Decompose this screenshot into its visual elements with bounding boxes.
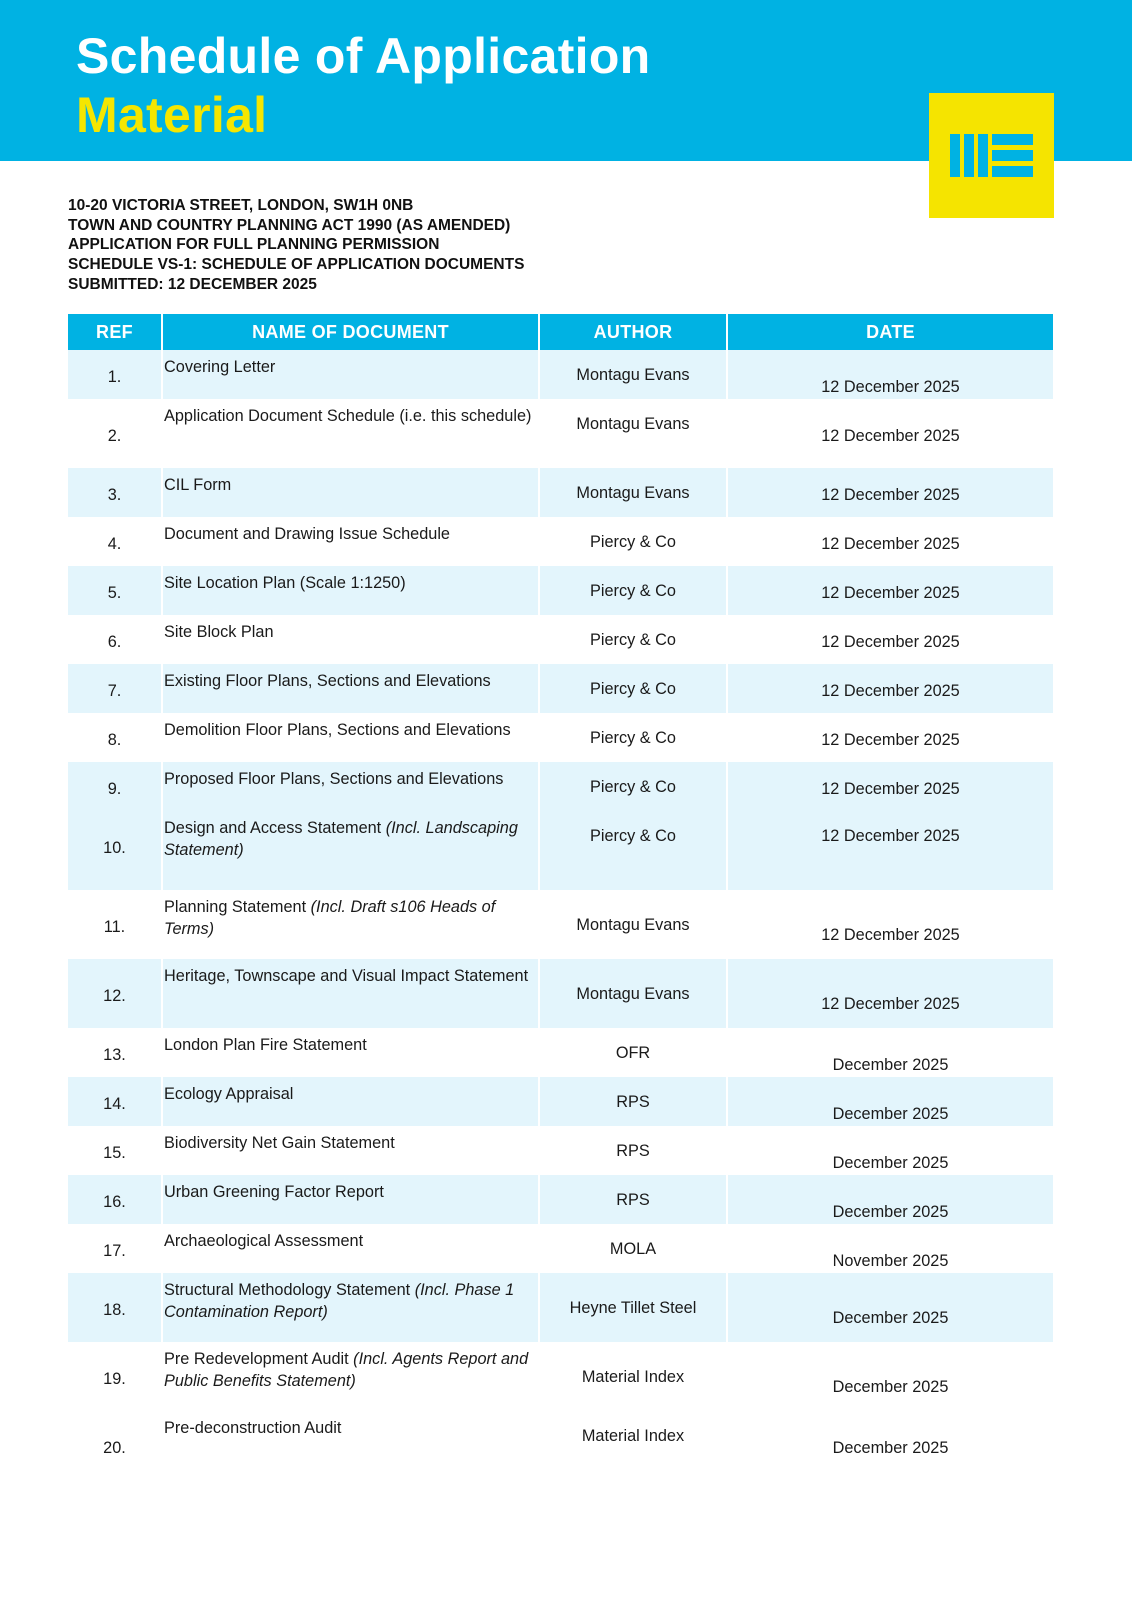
row-document-name: [163, 566, 538, 594]
document-title: Demolition Floor Plans, Sections and Elevations: [164, 721, 511, 739]
row-ref: 17.: [103, 1242, 126, 1260]
document-title: Existing Floor Plans, Sections and Elevations: [164, 672, 491, 690]
row-date: 12 December 2025: [821, 535, 960, 553]
row-date: 12 December 2025: [821, 584, 960, 602]
row-author: RPS: [616, 1142, 650, 1160]
row-ref: 11.: [103, 918, 126, 936]
schedule-reference: SCHEDULE VS-1: SCHEDULE OF APPLICATION DOCUMENTS: [68, 256, 525, 274]
document-title: Structural Methodology Statement: [164, 1281, 415, 1299]
document-title: Document and Drawing Issue Schedule: [164, 525, 450, 543]
row-date: November 2025: [832, 1252, 949, 1270]
row-ref: 16.: [103, 1193, 126, 1211]
row-ref: 9.: [107, 780, 122, 798]
document-note: (Incl. Landscaping Statement): [164, 819, 518, 859]
column-header-name: NAME OF DOCUMENT: [162, 314, 539, 350]
row-document-name: [163, 1411, 538, 1439]
row-document-name: [163, 1077, 538, 1105]
row-date: 12 December 2025: [821, 682, 960, 700]
row-date: December 2025: [832, 1203, 949, 1221]
row-document-name: [163, 959, 538, 987]
row-date: 12 December 2025: [821, 780, 960, 798]
row-author: Piercy & Co: [590, 827, 676, 845]
row-author: Piercy & Co: [590, 631, 676, 649]
row-ref: 18.: [103, 1301, 126, 1319]
row-author: Montagu Evans: [576, 415, 690, 433]
row-document-name: [163, 1028, 538, 1056]
site-address: 10-20 VICTORIA STREET, LONDON, SW1H 0NB: [68, 197, 414, 214]
table-row: [68, 1411, 1053, 1470]
row-document-name: [163, 517, 538, 545]
document-title: Design and Access Statement: [164, 819, 386, 837]
planning-act: TOWN AND COUNTRY PLANNING ACT 1990 (AS AMENDED): [68, 216, 511, 234]
row-date: December 2025: [832, 1309, 949, 1327]
row-ref: 1.: [107, 368, 122, 386]
table-row: [68, 517, 1053, 566]
row-ref: 10.: [103, 839, 126, 857]
row-author: Heyne Tillet Steel: [569, 1299, 697, 1317]
document-title: Biodiversity Net Gain Statement: [164, 1134, 395, 1152]
row-date: 12 December 2025: [821, 427, 960, 445]
row-date: December 2025: [832, 1439, 949, 1457]
row-ref: 3.: [107, 486, 122, 504]
row-ref: 19.: [103, 1370, 126, 1388]
row-date: December 2025: [832, 1154, 949, 1172]
row-document-name: [163, 1224, 538, 1252]
row-document-name: [163, 1126, 538, 1154]
row-ref: 7.: [107, 682, 122, 700]
row-ref: 8.: [107, 731, 122, 749]
row-ref: 14.: [103, 1095, 126, 1113]
column-header-author: AUTHOR: [539, 314, 727, 350]
table-row: [68, 890, 1053, 959]
row-author: Piercy & Co: [590, 533, 676, 551]
row-ref: 2.: [107, 427, 122, 445]
documents-table: [68, 314, 1053, 1470]
row-author: Material Index: [581, 1427, 685, 1445]
row-date: December 2025: [832, 1105, 949, 1123]
row-author: Montagu Evans: [576, 916, 690, 934]
row-ref: 15.: [103, 1144, 126, 1162]
row-date: 12 December 2025: [821, 926, 960, 944]
row-author: Piercy & Co: [590, 680, 676, 698]
table-row: [68, 713, 1053, 762]
row-author: Piercy & Co: [590, 729, 676, 747]
row-author: Piercy & Co: [590, 582, 676, 600]
table-row: [68, 1028, 1053, 1077]
document-note: (Incl. Draft s106 Heads of Terms): [164, 898, 496, 938]
document-title: Pre Redevelopment Audit: [164, 1350, 354, 1368]
row-document-name: [163, 1342, 538, 1392]
row-document-name: [163, 1273, 538, 1323]
document-title: Site Block Plan: [164, 623, 274, 641]
table-row: [68, 566, 1053, 615]
submitted-date: SUBMITTED: 12 DECEMBER 2025: [68, 275, 317, 293]
table-row: [68, 1126, 1053, 1175]
table-row: [68, 664, 1053, 713]
row-author: MOLA: [609, 1240, 657, 1258]
table-row: [68, 1273, 1053, 1342]
table-row: [68, 762, 1053, 811]
table-row: [68, 1224, 1053, 1273]
row-document-name: [163, 615, 538, 643]
row-document-name: [163, 350, 538, 378]
page-subtitle: Material: [76, 87, 268, 143]
row-author: Montagu Evans: [576, 366, 690, 384]
row-date: December 2025: [832, 1056, 949, 1074]
row-date: 12 December 2025: [821, 995, 960, 1013]
application-type: APPLICATION FOR FULL PLANNING PERMISSION: [68, 236, 440, 254]
brand-logo-icon: [929, 93, 1054, 218]
document-title: Ecology Appraisal: [164, 1085, 294, 1103]
document-note: (Incl. Phase 1 Contamination Report): [164, 1281, 515, 1321]
column-header-date: DATE: [727, 314, 1053, 350]
table-row: [68, 811, 1053, 890]
document-note: (Incl. Agents Report and Public Benefits Statement): [164, 1350, 529, 1390]
document-title: Planning Statement: [164, 898, 311, 916]
application-details: [68, 196, 768, 295]
document-title: Proposed Floor Plans, Sections and Elevations: [164, 770, 504, 788]
table-row: [68, 1342, 1053, 1411]
row-date: December 2025: [832, 1378, 949, 1396]
row-document-name: [163, 1175, 538, 1203]
row-date: 12 December 2025: [821, 731, 960, 749]
table-row: [68, 1077, 1053, 1126]
row-document-name: [163, 713, 538, 741]
document-title: Covering Letter: [164, 358, 276, 376]
row-author: Material Index: [581, 1368, 685, 1386]
document-title: Application Document Schedule (i.e. this schedule): [164, 407, 532, 425]
document-title: London Plan Fire Statement: [164, 1036, 367, 1054]
page-title: Schedule of Application: [76, 28, 651, 84]
row-author: Montagu Evans: [576, 484, 690, 502]
row-document-name: [163, 890, 538, 940]
row-author: RPS: [616, 1093, 650, 1111]
row-ref: 5.: [107, 584, 122, 602]
row-document-name: [163, 762, 538, 790]
table-row: [68, 615, 1053, 664]
row-date: 12 December 2025: [821, 827, 960, 845]
document-title: Urban Greening Factor Report: [164, 1183, 384, 1201]
row-date: 12 December 2025: [821, 378, 960, 396]
row-ref: 6.: [107, 633, 122, 651]
table-row: [68, 399, 1053, 468]
row-document-name: [163, 664, 538, 692]
row-ref: 13.: [103, 1046, 126, 1064]
row-author: OFR: [615, 1044, 651, 1062]
document-title: Heritage, Townscape and Visual Impact Statement: [164, 967, 529, 985]
row-author: Montagu Evans: [576, 985, 690, 1003]
table-row: [68, 959, 1053, 1028]
table-row: [68, 468, 1053, 517]
document-title: CIL Form: [164, 476, 232, 494]
row-date: 12 December 2025: [821, 633, 960, 651]
document-title: Site Location Plan (Scale 1:1250): [164, 574, 406, 592]
row-ref: 4.: [107, 535, 122, 553]
row-ref: 20.: [103, 1439, 126, 1457]
row-ref: 12.: [103, 987, 126, 1005]
row-author: Piercy & Co: [590, 778, 676, 796]
row-date: 12 December 2025: [821, 486, 960, 504]
table-row: [68, 1175, 1053, 1224]
column-header-ref: REF: [68, 314, 162, 350]
table-header-row: [68, 314, 1053, 350]
row-document-name: [163, 399, 538, 427]
row-author: RPS: [616, 1191, 650, 1209]
document-title: Pre-deconstruction Audit: [164, 1419, 342, 1437]
document-title: Archaeological Assessment: [164, 1232, 364, 1250]
row-document-name: [163, 811, 538, 861]
row-document-name: [163, 468, 538, 496]
table-row: [68, 350, 1053, 399]
